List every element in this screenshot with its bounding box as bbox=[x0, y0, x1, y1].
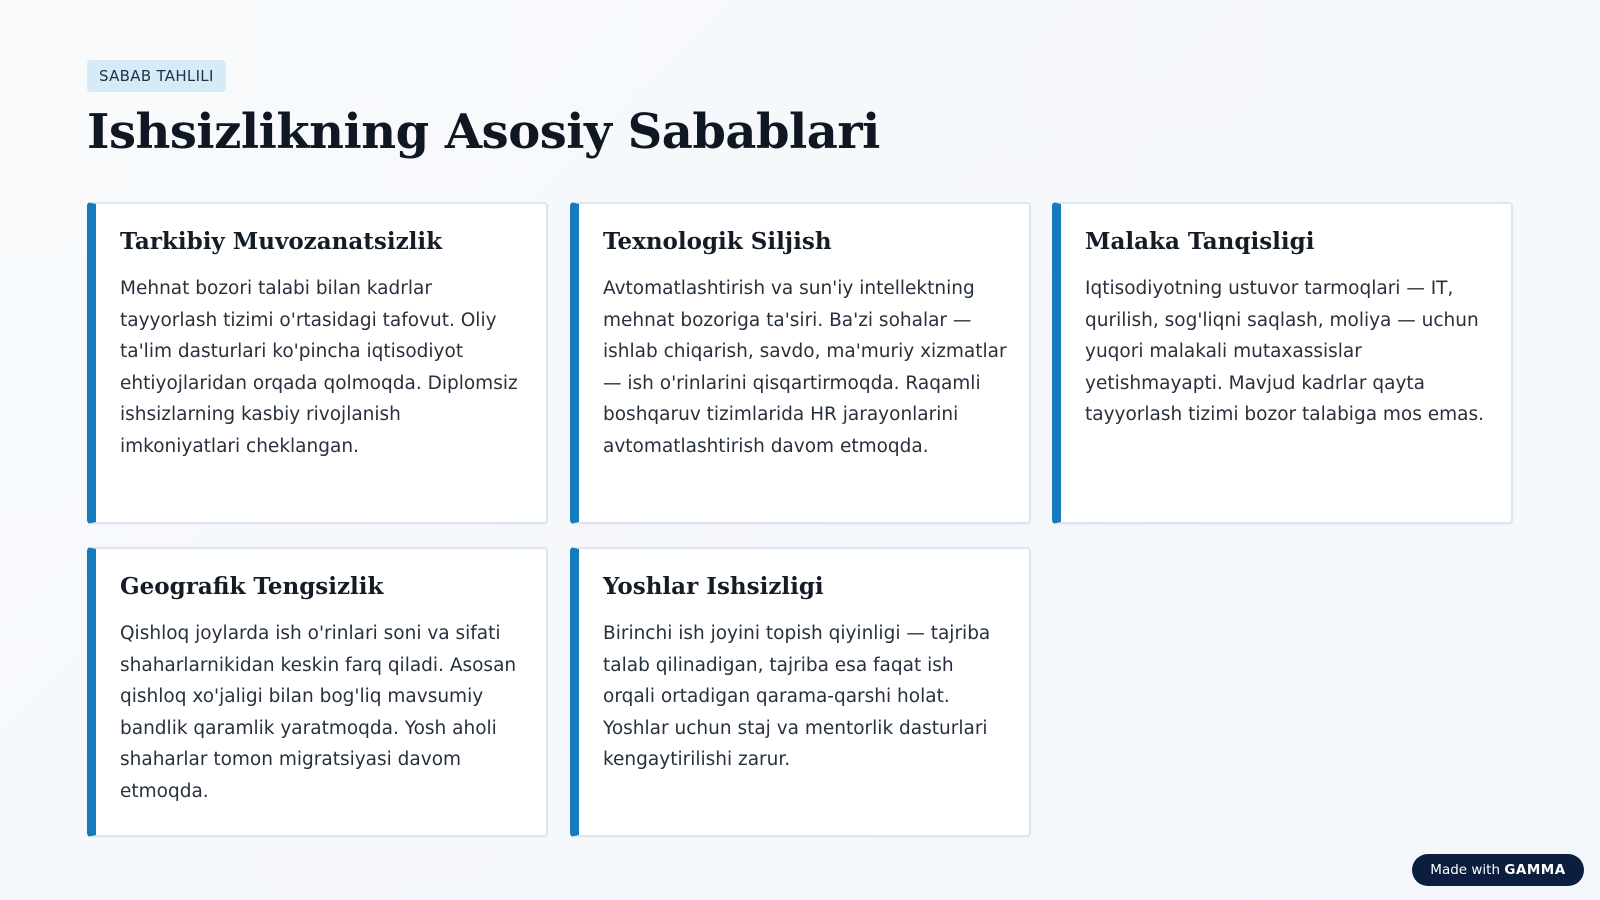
card-title: Texnologik Siljish bbox=[603, 228, 832, 255]
page-title: Ishsizlikning Asosiy Sabablari bbox=[87, 104, 880, 160]
cause-card-geographic bbox=[87, 547, 548, 837]
card-title: Tarkibiy Muvozanatsizlik bbox=[120, 228, 443, 255]
cause-card-structural bbox=[87, 202, 548, 524]
made-with-label: Made with bbox=[1430, 862, 1501, 878]
card-title: Geografik Tengsizlik bbox=[120, 573, 384, 600]
card-body: Avtomatlashtirish va sun'iy intellektning mehnat bozoriga ta'siri. Ba'zi sohalar — ishlab chiqarish, savdo, ma'muriy xizmatlar — ish o'rinlarini qisqartirmoqda. Raqamli boshqaruv tizimlarida HR jarayonlarini avtomatlashtirish davom etmoqda. bbox=[603, 278, 1007, 457]
cause-card-technological bbox=[570, 202, 1031, 524]
card-title: Yoshlar Ishsizligi bbox=[603, 573, 824, 600]
made-with-gamma-button[interactable] bbox=[1412, 854, 1584, 886]
card-body: Mehnat bozori talabi bilan kadrlar tayyorlash tizimi o'rtasidagi tafovut. Oliy ta'lim dasturlari ko'pincha iqtisodiyot ehtiyojlaridan orqada qolmoqda. Diplomsiz ishsizlarning kasbiy rivojlanish imkoniyatlari cheklangan. bbox=[120, 278, 518, 457]
gamma-logo: GAMMA bbox=[1504, 862, 1566, 878]
card-body: Birinchi ish joyini topish qiyinligi — tajriba talab qilinadigan, tajriba esa faqat ish orqali ortadigan qarama-qarshi holat. Yoshlar uchun staj va mentorlik dasturlari kengaytirilishi zarur. bbox=[603, 623, 991, 770]
card-body: Iqtisodiyotning ustuvor tarmoqlari — IT, qurilish, sog'liqni saqlash, moliya — uchun yuqori malakali mutaxassislar yetishmayapti. Mavjud kadrlar qayta tayyorlash tizimi bozor talabiga mos emas. bbox=[1085, 278, 1485, 425]
card-title: Malaka Tanqisligi bbox=[1085, 228, 1315, 255]
card-body: Qishloq joylarda ish o'rinlari soni va sifati shaharlarnikidan keskin farq qiladi. Asosan qishloq xo'jaligi bilan bog'liq mavsumiy bandlik qaramlik yaratmoqda. Yosh aholi shaharlar tomon migratsiyasi davom etmoqda. bbox=[120, 623, 517, 802]
cause-card-skills bbox=[1052, 202, 1513, 524]
cause-card-youth bbox=[570, 547, 1031, 837]
section-tag: SABAB TAHLILI bbox=[87, 60, 226, 92]
